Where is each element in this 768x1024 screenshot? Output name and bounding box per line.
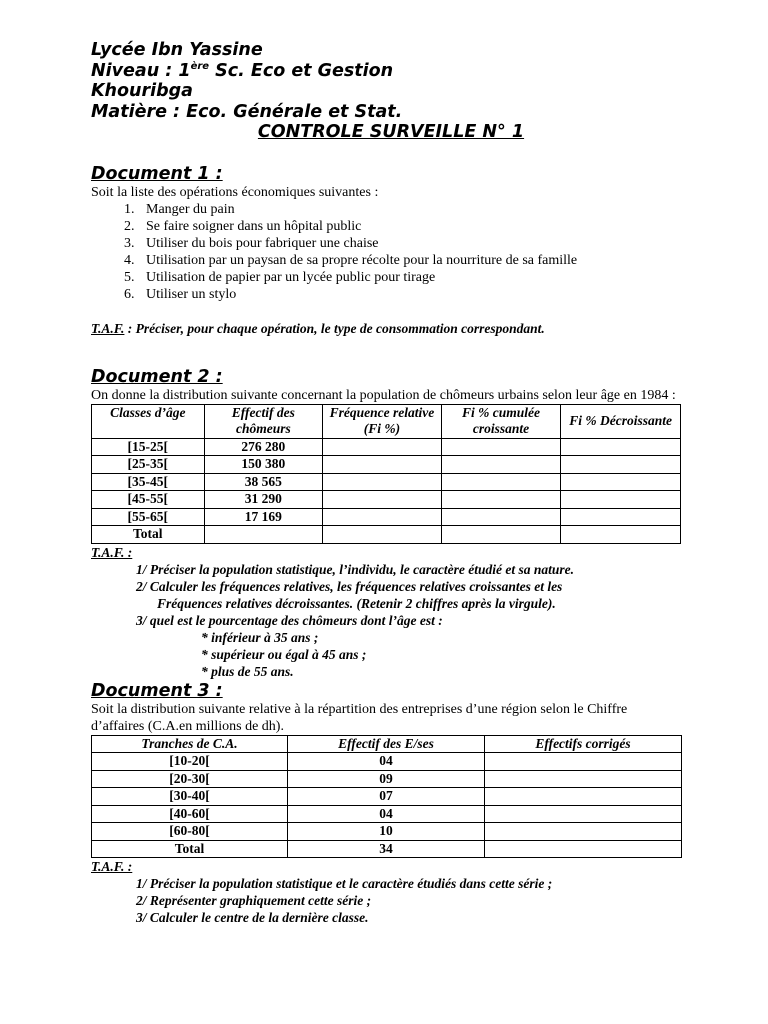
question-1: 1/ Préciser la population statistique, l’individu, le caractère étudié et sa nature. bbox=[136, 561, 574, 577]
unemployment-table bbox=[91, 404, 681, 544]
list-item: 3. Utiliser du bois pour fabriquer une chaise bbox=[138, 235, 681, 252]
table-row bbox=[92, 788, 682, 806]
age-class-cell: [35-45[ bbox=[92, 473, 205, 491]
answer-cell bbox=[561, 508, 681, 526]
column-header: Effectif des chômeurs bbox=[204, 404, 323, 438]
count-cell: 17 169 bbox=[204, 508, 323, 526]
column-header: Classes d’âge bbox=[92, 404, 205, 438]
count-cell: 04 bbox=[287, 753, 484, 771]
column-header: Fi % cumulée croissante bbox=[441, 404, 561, 438]
age-class-cell: [15-25[ bbox=[92, 438, 205, 456]
age-class-cell: [45-55[ bbox=[92, 491, 205, 509]
question-3-item: * plus de 55 ans. bbox=[201, 663, 294, 679]
question-2: 2/ Calculer les fréquences relatives, les fréquences relatives croissantes et les bbox=[136, 578, 563, 594]
column-header: Fréquence relative (Fi %) bbox=[323, 404, 442, 438]
count-cell: 38 565 bbox=[204, 473, 323, 491]
answer-cell bbox=[323, 473, 442, 491]
document-1-title: Document 1 : bbox=[91, 163, 223, 184]
answer-cell bbox=[484, 770, 681, 788]
answer-cell bbox=[441, 491, 561, 509]
question-3-item: * supérieur ou égal à 45 ans ; bbox=[201, 646, 367, 662]
document-2-section bbox=[91, 367, 681, 680]
document-1-section bbox=[91, 164, 681, 337]
table-row bbox=[92, 473, 681, 491]
count-cell: 04 bbox=[287, 805, 484, 823]
answer-cell bbox=[484, 823, 681, 841]
list-item: 6. Utiliser un stylo bbox=[138, 286, 681, 303]
range-cell: [40-60[ bbox=[92, 805, 288, 823]
total-label-cell: Total bbox=[92, 840, 288, 858]
count-cell: 150 380 bbox=[204, 456, 323, 474]
table-row bbox=[92, 491, 681, 509]
table-row bbox=[92, 805, 682, 823]
age-class-cell: [55-65[ bbox=[92, 508, 205, 526]
table-total-row bbox=[92, 840, 682, 858]
exam-page bbox=[91, 40, 681, 926]
total-value-cell: 34 bbox=[287, 840, 484, 858]
column-header: Fi % Décroissante bbox=[561, 404, 681, 438]
answer-cell bbox=[441, 473, 561, 491]
question-3-item: * inférieur à 35 ans ; bbox=[201, 629, 319, 645]
table-header-row bbox=[92, 404, 681, 438]
answer-cell bbox=[561, 473, 681, 491]
answer-cell bbox=[323, 438, 442, 456]
document-3-section bbox=[91, 681, 681, 927]
table-row bbox=[92, 438, 681, 456]
document-3-title: Document 3 : bbox=[91, 680, 223, 701]
question-3: 3/ quel est le pourcentage des chômeurs dont l’âge est : bbox=[136, 612, 443, 628]
answer-cell bbox=[323, 526, 442, 544]
list-item: 1. Manger du pain bbox=[138, 201, 681, 218]
answer-cell bbox=[561, 526, 681, 544]
city-name: Khouribga bbox=[91, 81, 193, 101]
answer-cell bbox=[484, 840, 681, 858]
document-2-task-label: T.A.F. : bbox=[91, 544, 133, 560]
list-item: 4. Utilisation par un paysan de sa propre récolte pour la nourriture de sa famille bbox=[138, 252, 681, 269]
table-row bbox=[92, 753, 682, 771]
range-cell: [20-30[ bbox=[92, 770, 288, 788]
age-class-cell: [25-35[ bbox=[92, 456, 205, 474]
task-label: T.A.F. bbox=[91, 320, 125, 336]
document-1-intro: Soit la liste des opérations économiques suivantes : bbox=[91, 184, 379, 200]
answer-cell bbox=[441, 438, 561, 456]
list-item: 5. Utilisation de papier par un lycée public pour tirage bbox=[138, 269, 681, 286]
answer-cell bbox=[323, 491, 442, 509]
column-header: Tranches de C.A. bbox=[92, 735, 288, 753]
column-header: Effectifs corrigés bbox=[484, 735, 681, 753]
answer-cell bbox=[204, 526, 323, 544]
table-row bbox=[92, 823, 682, 841]
question-2: 2/ Représenter graphiquement cette série ; bbox=[136, 893, 372, 908]
task-text: : Préciser, pour chaque opération, le type de consommation correspondant. bbox=[124, 320, 545, 336]
question-3: 3/ Calculer le centre de la dernière classe. bbox=[136, 910, 369, 925]
answer-cell bbox=[441, 508, 561, 526]
count-cell: 10 bbox=[287, 823, 484, 841]
answer-cell bbox=[441, 526, 561, 544]
document-3-intro: Soit la distribution suivante relative à la répartition des entreprises d’une région selon le Chiffre d’affaires (C.A.en millions de dh). bbox=[91, 701, 628, 734]
answer-cell bbox=[561, 438, 681, 456]
document-3-task-label: T.A.F. : bbox=[91, 859, 133, 874]
range-cell: [10-20[ bbox=[92, 753, 288, 771]
answer-cell bbox=[561, 456, 681, 474]
operations-list bbox=[91, 201, 681, 303]
revenue-table bbox=[91, 735, 682, 859]
document-2-intro: On donne la distribution suivante concernant la population de chômeurs urbains selon leur âge en 1984 : bbox=[91, 387, 676, 403]
answer-cell bbox=[484, 753, 681, 771]
subject-line: Matière : Eco. Générale et Stat. bbox=[91, 101, 403, 122]
range-cell: [60-80[ bbox=[92, 823, 288, 841]
answer-cell bbox=[484, 788, 681, 806]
count-cell: 07 bbox=[287, 788, 484, 806]
question-1: 1/ Préciser la population statistique et le caractère étudiés dans cette série ; bbox=[136, 876, 553, 891]
exam-title: CONTROLE SURVEILLE N° 1 bbox=[257, 122, 525, 142]
answer-cell bbox=[323, 508, 442, 526]
answer-cell bbox=[561, 491, 681, 509]
answer-cell bbox=[441, 456, 561, 474]
table-header-row bbox=[92, 735, 682, 753]
document-1-task bbox=[91, 320, 681, 337]
range-cell: [30-40[ bbox=[92, 788, 288, 806]
exam-header bbox=[91, 40, 681, 143]
answer-cell bbox=[323, 456, 442, 474]
count-cell: 276 280 bbox=[204, 438, 323, 456]
table-row bbox=[92, 456, 681, 474]
answer-cell bbox=[484, 805, 681, 823]
total-label-cell: Total bbox=[92, 526, 205, 544]
list-item: 2. Se faire soigner dans un hôpital public bbox=[138, 218, 681, 235]
document-2-title: Document 2 : bbox=[91, 366, 223, 387]
table-row bbox=[92, 508, 681, 526]
column-header: Effectif des E/ses bbox=[287, 735, 484, 753]
count-cell: 31 290 bbox=[204, 491, 323, 509]
table-total-row bbox=[92, 526, 681, 544]
question-2-continuation: Fréquences relatives décroissantes. (Retenir 2 chiffres après la virgule). bbox=[157, 595, 556, 611]
level-line: Niveau : 1ère Sc. Eco et Gestion bbox=[91, 60, 394, 81]
table-row bbox=[92, 770, 682, 788]
school-name: Lycée Ibn Yassine bbox=[91, 40, 263, 60]
count-cell: 09 bbox=[287, 770, 484, 788]
